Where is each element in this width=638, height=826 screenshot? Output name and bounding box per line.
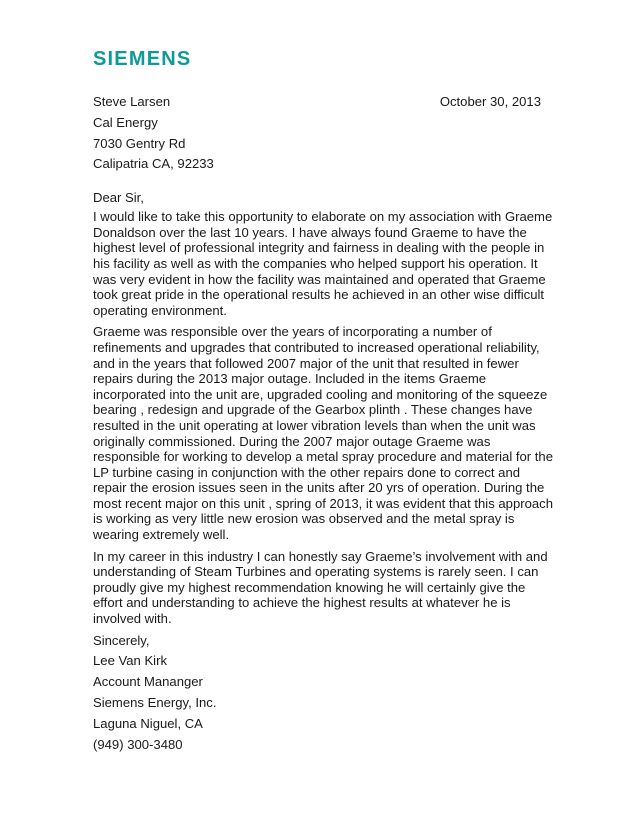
signer-title: Account Mananger [93,674,203,690]
recipient-street: 7030 Gentry Rd [93,135,186,151]
recipient-company: Cal Energy [93,114,158,130]
signer-name: Lee Van Kirk [93,653,167,669]
signer-phone: (949) 300-3480 [93,736,183,752]
letter-content [93,94,553,757]
letter-date: October 30, 2013 [439,94,541,109]
signer-location: Laguna Niguel, CA [93,715,203,731]
valediction: Sincerely, [93,632,150,648]
body-paragraph-2: Graeme was responsible over the years of incorporating a number of refinements and upgrades that contributed to increased operational reliability, and in the years that followed 2007 major of the unit that resulted in fewer repairs during the 2013 major outage. Included in the items Graeme incorporated into the unit are, upgraded cooling and monitoring of the squeeze bearing , redesign and upgrade of the Gearbox plinth . These changes have resulted in the unit operating at lower vibration levels than when the unit was originally commissioned. During the 2007 major outage Graeme was responsible for working to develop a metal spray procedure and material for the LP turbine casing in conjunction with the other repairs done to correct and repair the erosion issues seen in the units after 20 yrs of operation. During the most recent major on this unit , spring of 2013, it was evident that this approach is working as very little new erosion was observed and the metal spray is wearing extremely well. [93,324,553,543]
signer-company: Siemens Energy, Inc. [93,695,217,711]
siemens-logo: SIEMENS [93,48,192,70]
salutation: Dear Sir, [93,190,144,206]
recipient-name: Steve Larsen [93,94,171,109]
body-paragraph-3: In my career in this industry I can honestly say Graeme’s involvement with and understanding of Steam Turbines and operating systems is rarely seen. I can proudly give my highest recommendation knowing he will certainly give the effort and understanding to achieve the highest results at whatever he is involved with. [93,548,548,627]
recipient-name-row [93,94,553,115]
signature-block [93,633,553,758]
recipient-city: Calipatria CA, 92233 [93,156,214,172]
body-paragraph-1: I would like to take this opportunity to elaborate on my association with Graeme Donaldson over the last 10 years. I have always found Graeme to have the highest level of professional integrity and fairness in dealing with the people in his facility as well as with the companies who helped support his operation. It was very evident in how the facility was maintained and operated that Graeme took great pride in the operational results he achieved in an other wise difficult operating environment. [93,209,553,318]
